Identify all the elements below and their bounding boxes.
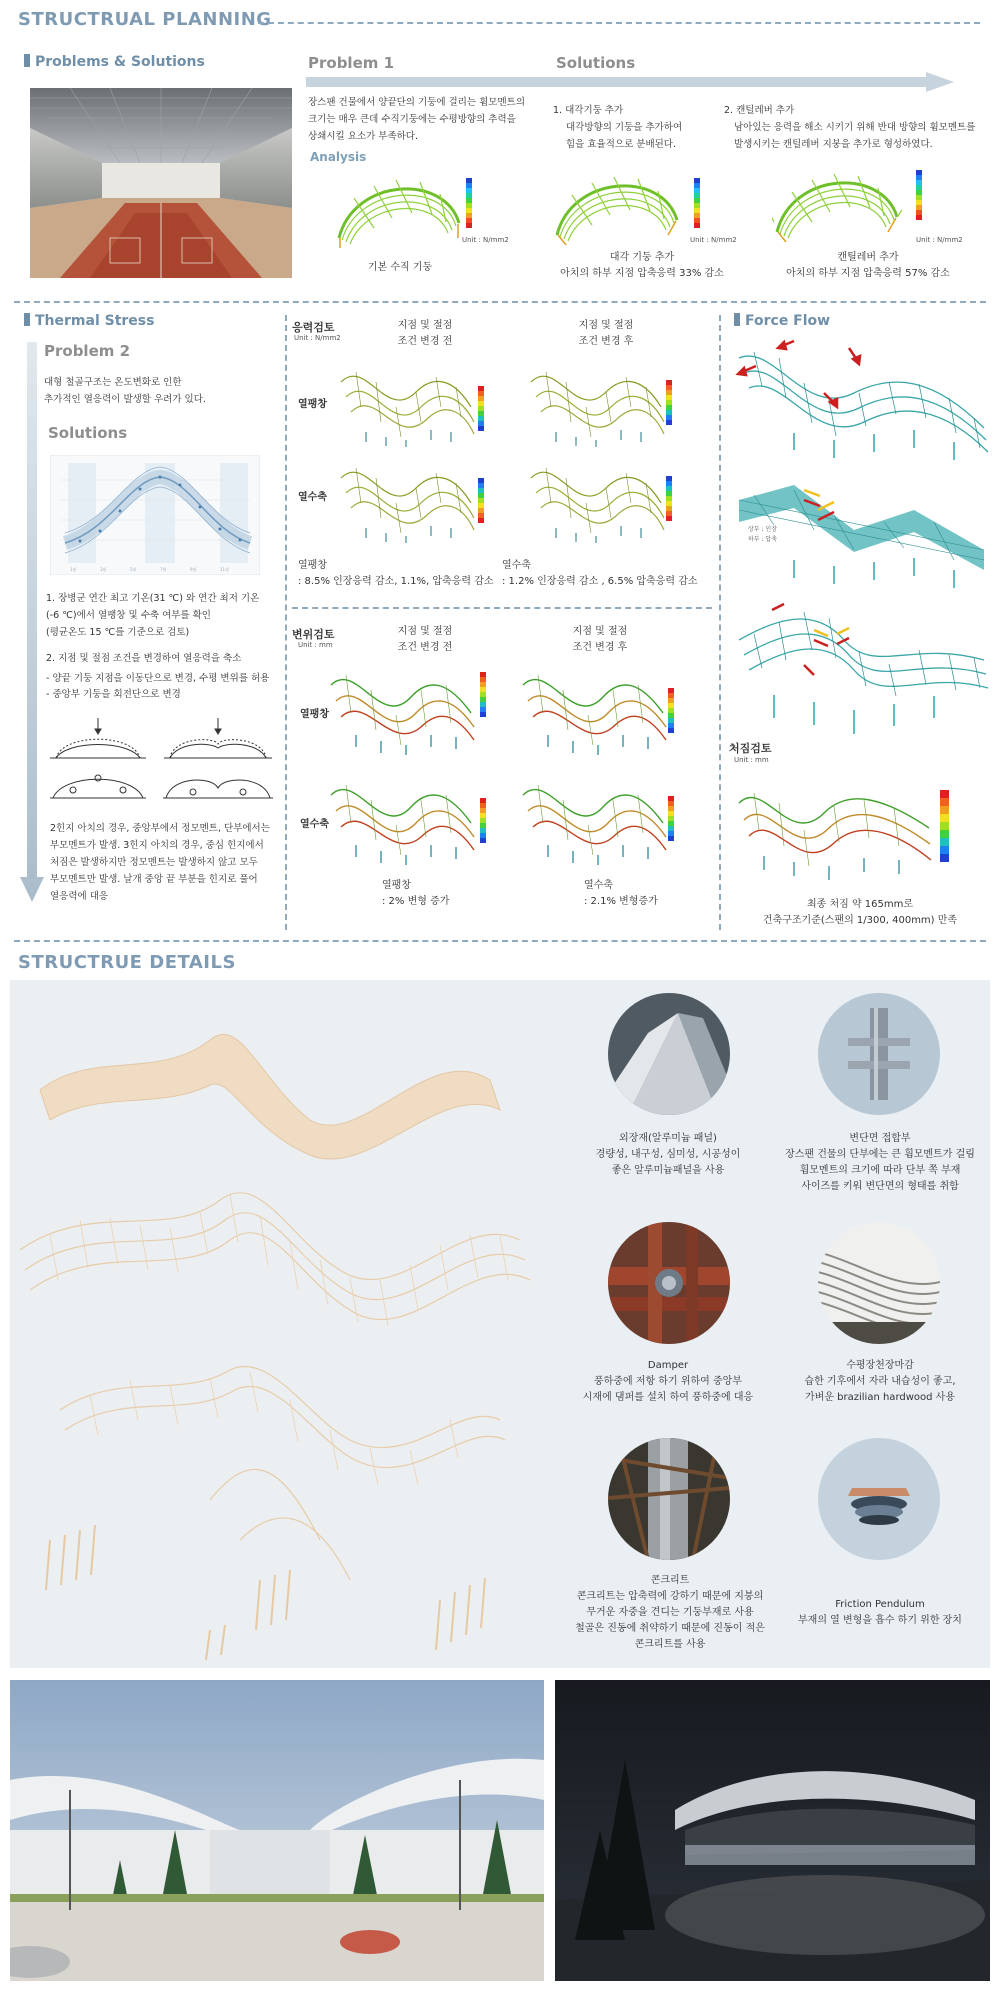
stress-disp-divider bbox=[292, 607, 712, 609]
stress-check-title: 응력검토 bbox=[292, 321, 335, 334]
stress-legend-2 bbox=[666, 380, 672, 425]
deflection-unit: Unit : mm bbox=[734, 756, 769, 764]
disp-model-contraction-after bbox=[518, 765, 668, 865]
solution2-title: 2. 캔틸레버 추가 bbox=[724, 105, 795, 116]
exterior-night-render bbox=[555, 1680, 990, 1981]
disp-legend-1 bbox=[480, 672, 486, 717]
analysis-caption-cantilever: 캔틸레버 추가 아치의 하부 지점 압축응력 57% 감소 bbox=[786, 252, 950, 279]
legend-basic-unit: Unit : N/mm2 bbox=[462, 236, 509, 244]
disp-row-contraction: 열수축 bbox=[300, 819, 329, 830]
wood-ceiling-image bbox=[818, 1222, 940, 1344]
stress-check-unit: Unit : N/mm2 bbox=[294, 334, 341, 342]
disp-model-expansion-before bbox=[326, 655, 476, 755]
exterior-day-render bbox=[10, 1680, 544, 1981]
planning-title-divider bbox=[258, 22, 980, 24]
problem1-solutions-title: Solutions bbox=[556, 54, 636, 72]
stress-legend-1 bbox=[478, 386, 484, 431]
variable-section-joint-image bbox=[818, 993, 940, 1115]
disp-result-contraction: 열수축 : 2.1% 변형증가 bbox=[584, 880, 658, 907]
analysis-model-cantilever bbox=[772, 162, 902, 242]
svg-text:7월: 7월 bbox=[160, 567, 167, 572]
analysis-label: Analysis bbox=[310, 150, 367, 164]
thermal-step2: 2. 지점 및 절점 조건을 변경하여 열응력을 축소 bbox=[46, 653, 242, 664]
stress-legend-4 bbox=[666, 476, 672, 521]
svg-text:1월: 1월 bbox=[70, 567, 77, 572]
stress-col-before: 지점 및 절점 조건 변경 전 bbox=[397, 320, 453, 347]
analysis-model-diagonal bbox=[552, 165, 682, 245]
planning-section-title: STRUCTRUAL PLANNING bbox=[18, 9, 272, 30]
disp-model-contraction-before bbox=[326, 765, 476, 865]
legend-basic bbox=[466, 178, 472, 228]
deflection-title: 처짐검토 bbox=[729, 742, 772, 755]
analysis-caption-basic: 기본 수직 기둥 bbox=[367, 262, 433, 273]
detail-title-pendulum: Friction Pendulum bbox=[835, 1599, 925, 1610]
detail-title-concrete: 콘크리트 bbox=[650, 1575, 690, 1586]
solution1-text: 대각방향의 기둥을 추가하여 힘을 효율적으로 분배된다. bbox=[566, 122, 683, 150]
disp-check-unit: Unit : mm bbox=[298, 641, 333, 649]
disp-result-expansion: 열팽창 : 2% 변형 증가 bbox=[382, 880, 450, 907]
disp-col-before: 지점 및 절점 조건 변경 전 bbox=[397, 626, 453, 653]
stress-col-after: 지점 및 절점 조건 변경 후 bbox=[578, 320, 634, 347]
deflection-legend bbox=[940, 790, 949, 862]
analysis-caption-diagonal: 대각 기둥 추가 아치의 하부 지점 압축응력 33% 감소 bbox=[560, 252, 724, 279]
disp-legend-4 bbox=[668, 796, 674, 841]
stress-row-expansion: 열팽창 bbox=[298, 399, 327, 410]
disp-model-expansion-after bbox=[518, 655, 668, 755]
thermal-conclusion: 2힌지 아치의 경우, 중앙부에서 정모멘트, 단부에서는 부모멘트가 발생. 3힌지 아치의 경우, 중심 힌지에서 처짐은 발생하지만 정모멘트는 발생하지 않고 모두 부모멘트만 발생. 날개 중앙 끝 부분을 힌지로 풀어 열응력에 대응 bbox=[50, 823, 270, 902]
analysis-model-basic bbox=[334, 168, 464, 248]
stress-result-contraction: 열수축 : 1.2% 인장응력 감소 , 6.5% 압축응력 감소 bbox=[502, 560, 698, 587]
detail-text-pendulum: 부재의 열 변형을 흡수 하기 위한 장치 bbox=[798, 1615, 962, 1626]
friction-pendulum-image bbox=[818, 1438, 940, 1560]
disp-check-title: 변위검토 bbox=[292, 628, 335, 641]
problem2-text: 대형 철골구조는 온도변화로 인한 추가적인 열응력이 발생할 우려가 있다. bbox=[44, 377, 206, 405]
flow-arrow bbox=[306, 72, 956, 92]
detail-title-joint: 변단면 접합부 bbox=[849, 1133, 911, 1144]
stress-model-expansion-after bbox=[526, 352, 666, 447]
solution2-text: 남아있는 응력을 해소 시키기 위해 반대 방향의 휨모멘트를 발생시키는 캔틸레버 지붕을 추가로 형성하였다. bbox=[734, 122, 976, 150]
legend-diagonal-unit: Unit : N/mm2 bbox=[690, 236, 737, 244]
planning-bottom-divider bbox=[14, 940, 986, 942]
legend-cantilever bbox=[916, 170, 922, 220]
thermal-bullet1: - 양끝 기둥 지점을 이동단으로 변경, 수평 변위를 허용 bbox=[46, 673, 270, 684]
stress-model-contraction-before bbox=[336, 448, 476, 543]
stadium-interior-render bbox=[30, 88, 292, 278]
thermal-bullet2: - 중앙부 기둥을 회전단으로 변경 bbox=[46, 689, 181, 700]
stress-model-contraction-after bbox=[526, 448, 666, 543]
svg-text:11월: 11월 bbox=[220, 567, 229, 572]
legend-diagonal bbox=[694, 178, 700, 228]
solution1-title: 1. 대각기둥 추가 bbox=[553, 105, 624, 116]
detail-text-wood: 습한 기후에서 자라 내습성이 좋고, 가벼운 brazilian hardwood 사용 bbox=[804, 1376, 956, 1403]
thermal-left-divider bbox=[285, 315, 287, 930]
disp-legend-2 bbox=[668, 688, 674, 733]
detail-text-joint: 장스팬 건물의 단부에는 큰 휨모멘트가 걸림 휨모멘트의 크기에 따라 단부 쪽 부재 사이즈를 키워 변단면의 형태를 취함 bbox=[785, 1149, 975, 1192]
thermal-heading: Thermal Stress bbox=[24, 313, 154, 329]
force-flow-model-3 bbox=[734, 600, 990, 740]
problem1-text: 장스팬 건물에서 양끝단의 기둥에 걸리는 휨모멘트의 크기는 매우 큰데 수직기둥에는 수평방향의 추력을 상쇄시킬 요소가 부족하다. bbox=[308, 97, 525, 142]
deflection-model bbox=[734, 768, 934, 883]
temperature-chart bbox=[50, 455, 260, 575]
problem1-title: Problem 1 bbox=[308, 54, 395, 72]
problem2-solutions-title: Solutions bbox=[48, 424, 128, 442]
detail-title-damper: Damper bbox=[647, 1360, 689, 1371]
thermal-right-divider bbox=[719, 315, 721, 930]
svg-text:3월: 3월 bbox=[100, 567, 107, 572]
problems-heading: Problems & Solutions bbox=[24, 54, 205, 70]
disp-row-expansion: 열팽창 bbox=[300, 709, 329, 720]
planning-mid-divider bbox=[14, 301, 986, 303]
stress-legend-3 bbox=[478, 478, 484, 523]
svg-text:9월: 9월 bbox=[190, 567, 197, 572]
force-flow-model-1 bbox=[734, 338, 990, 464]
disp-legend-3 bbox=[480, 798, 486, 843]
stress-model-expansion-before bbox=[336, 352, 476, 447]
concrete-column-image bbox=[608, 1438, 730, 1560]
svg-text:5월: 5월 bbox=[130, 567, 137, 572]
problem2-title: Problem 2 bbox=[44, 342, 131, 360]
detail-title-wood: 수평장천장마감 bbox=[846, 1360, 914, 1371]
aluminum-panel-image bbox=[608, 993, 730, 1115]
force-flow-heading: Force Flow bbox=[734, 313, 830, 329]
stress-row-contraction: 열수축 bbox=[298, 492, 327, 503]
detail-title-aluminum: 외장재(알루미늄 패널) bbox=[619, 1133, 717, 1144]
deflection-result: 최종 처짐 약 165mm로 건축구조기준(스팬의 1/300, 400mm) 만족 bbox=[762, 899, 958, 926]
hinge-arch-diagram bbox=[48, 718, 278, 804]
detail-text-aluminum: 경량성, 내구성, 심미성, 시공성이 좋은 알루미늄패널을 사용 bbox=[595, 1149, 741, 1176]
thermal-step1: 1. 장병군 연간 최고 기온(31 ℃) 와 연간 최저 기온 (-6 ℃)에서 열팽창 및 수축 여부를 확인 (평균온도 15 ℃를 기준으로 검토) bbox=[46, 593, 260, 638]
disp-col-after: 지점 및 절점 조건 변경 후 bbox=[572, 626, 628, 653]
exploded-axonometric-panel bbox=[10, 980, 544, 1668]
details-section-title: STRUCTRUE DETAILS bbox=[18, 952, 236, 973]
stress-result-expansion: 열팽창 : 8.5% 인장응력 감소, 1.1%, 압축응력 감소 bbox=[298, 560, 494, 587]
force-legend-bottom: 하부 : 압축 bbox=[748, 536, 778, 543]
legend-cantilever-unit: Unit : N/mm2 bbox=[916, 236, 963, 244]
damper-image bbox=[608, 1222, 730, 1344]
force-legend-top: 상부 : 인장 bbox=[748, 526, 778, 533]
detail-text-damper: 풍하중에 저항 하기 위하여 중앙부 시재에 댐퍼를 설치 하여 풍하중에 대응 bbox=[582, 1376, 754, 1403]
detail-text-concrete: 콘크리트는 압축력에 강하기 때문에 지붕의 무거운 자중을 견디는 기둥부재로 사용 철골은 진동에 취약하기 때문에 진동이 적은 콘크리트를 사용 bbox=[575, 1591, 765, 1650]
thermal-vertical-arrow bbox=[20, 342, 44, 902]
